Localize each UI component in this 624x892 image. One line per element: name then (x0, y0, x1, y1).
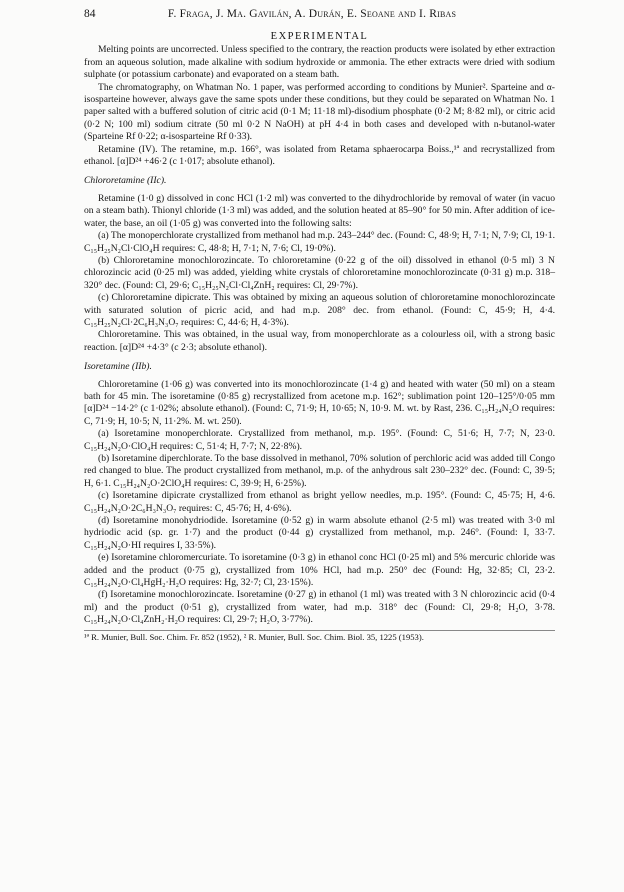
subsection-paragraph: Chlororetamine (1·06 g) was converted into its monochlorozincate (1·4 g) and heated with water (50 ml) on a steam bath for 45 min. The isoretamine (0·85 g) recrystallized from acetone m.p. 162°; sublimation point 120–125°/0·05 mm [α]D²⁴ −14·2° (c 1·02%; absolute ethanol). (Found: C, 71·9; H, 10·65; N, 10·9. M. wt. by Rast, 236. C₁₅H₂₄N₂O requires: C, 71·9; H, 10·5; N, 11·2%. M. wt. 250). (84, 378, 555, 427)
intro-paragraph: Melting points are uncorrected. Unless specified to the contrary, the reaction products were isolated by ether extraction from an aqueous solution, made alkaline with sodium hydroxide or ammonia. The ether extracts were dried with sodium sulphate (or potassium carbonate) and evaporated on a steam bath. (84, 44, 555, 81)
salt-item: (c) Chlororetamine dipicrate. This was obtained by mixing an aqueous solution of chlororetamine monochlorozincate with saturated solution of picric acid, and had m.p. 208° dec. from ethanol. (Found: C, 45·9; H, 4·4. C₁₅H₂₅N₂Cl·2C₆H₃N₃O₇ requires: C, 44·6; H, 4·3%). (84, 292, 555, 328)
subsection-paragraph: Retamine (1·0 g) dissolved in conc HCl (1·2 ml) was converted to the dihydrochloride by removal of water (in vacuo on a steam bath). Thionyl chloride (1·3 ml) was added, and the solution heated at 85–90° for 50 min. After addition of ice-water, the base, an oil (1·05 g) was converted into the following salts: (84, 192, 555, 229)
page-header (84, 8, 540, 26)
salt-item: (b) Isoretamine diperchlorate. To the base dissolved in methanol, 70% solution of perchloric acid was added till Congo red changed to blue. The product crystallized from methanol, m.p. of the anhydrous salt 230–232° dec. (Found: C, 39·5; H, 6·1. C₁₅H₂₄N₂O·2ClO₄H requires: C, 39·9; H, 6·25%). (84, 453, 555, 489)
salt-item: (b) Chlororetamine monochlorozincate. To chlororetamine (0·22 g of the oil) dissolved in ethanol (0·5 ml) 3 N chlorozincic acid (0·25 ml) was added, yielding white crystals of chlororetamine monochlorozincate (0·31 g) m.p. 318–320° dec. (Found: Cl, 29·6; C₁₅H₂₅N₂Cl·Cl₄ZnH₂ requires: Cl, 29·7%). (84, 254, 555, 291)
salt-item: (a) Isoretamine monoperchlorate. Crystallized from methanol, m.p. 195°. (Found: C, 51·6; H, 7·7; N, 23·0. C₁₅H₂₄N₂O·ClO₄H requires: C, 51·4; H, 7·7; N, 22·8%). (84, 428, 555, 452)
article-body (84, 30, 555, 643)
salt-item: (c) Isoretamine dipicrate crystallized from ethanol as bright yellow needles, m.p. 195°. (Found: C, 45·75; H, 4·6. C₁₅H₂₄N₂O·2C₆H₃N₃O₇ requires: C, 45·76; H, 4·6%). (84, 490, 555, 514)
running-head-authors: F. Fraga, J. Ma. Gavilán, A. Durán, E. Seoane and I. Ribas (167, 8, 457, 20)
footnotes: ¹ª R. Munier, Bull. Soc. Chim. Fr. 852 (1952), ² R. Munier, Bull. Soc. Chim. Biol. 35, 1225 (1953). (84, 630, 555, 643)
salt-item: (e) Isoretamine chloromercuriate. To isoretamine (0·3 g) in ethanol conc HCl (0·25 ml) and 5% mercuric chloride was added and the product (0·75 g), crystallized from 10% HCl, had m.p. 250° dec (Found: Hg, 32·85; Cl, 23·2. C₁₅H₂₄N₂O·Cl₄HgH₂·H₂O requires: Hg, 32·7; Cl, 23·15%). (84, 552, 555, 589)
intro-paragraph: Retamine (IV). The retamine, m.p. 166°, was isolated from Retama sphaerocarpa Boiss.,¹ª and recrystallized from ethanol. [α]D²⁴ +46·2 (c 1·017; absolute ethanol). (84, 143, 555, 168)
salt-item: (a) The monoperchlorate crystallized from methanol had m.p. 243–244° dec. (Found: C, 48·9; H, 7·1; N, 7·9; Cl, 19·1. C₁₅H₂₅N₂Cl·ClO₄H requires: C, 48·8; H, 7·1; N, 7·6; Cl, 19·0%). (84, 230, 555, 254)
salt-item: (f) Isoretamine monochlorozincate. Isoretamine (0·27 g) in ethanol (1 ml) was treated with 3 N chlorozincic acid (0·4 ml) and the product (0·51 g), crystallized from water, had m.p. 318° dec (Found: Cl, 29·8; H₂O, 3·78. C₁₅H₂₄N₂O·Cl₄ZnH₂·H₂O requires: Cl, 29·7; H₂O, 3·77%). (84, 589, 555, 626)
salt-item: (d) Isoretamine monohydriodide. Isoretamine (0·52 g) in warm absolute ethanol (2·5 ml) was treated with 3·0 ml hydriodic acid (sp. gr. 1·7) and the product (0·44 g) crystallized from methanol, m.p. 246°. (Found: I, 33·7. C₁₅H₂₄N₂O·HI requires I, 33·5%). (84, 515, 555, 551)
intro-paragraph: The chromatography, on Whatman No. 1 paper, was performed according to conditions by Munier². Sparteine and α-isosparteine however, always gave the same spots under these conditions, but they could be separated on Whatman No. 1 paper salted with a buffered solution of citric acid (0·1 M; 11·18 ml)-disodium phosphate (0·2 M; 8·82 ml), or citric acid (0·2 N; 100 ml) sodium citrate (50 ml 0·2 N NaOH) at pH 4·4 in both cases and developed with n-butanol-water (Sparteine Rf 0·22; α-isosparteine Rf 0·33). (84, 81, 555, 143)
section-title: EXPERIMENTAL (270, 31, 369, 42)
salt-item: Chlororetamine. This was obtained, in the usual way, from monoperchlorate as a colourless oil, with a strong basic reaction. [α]D²⁴ +4·3° (c 2·3; absolute ethanol). (84, 329, 555, 353)
page-number: 84 (84, 8, 96, 20)
subsection-heading: Isoretamine (IIb). (84, 361, 152, 373)
subsection-heading: Chlororetamine (IIc). (84, 175, 167, 187)
